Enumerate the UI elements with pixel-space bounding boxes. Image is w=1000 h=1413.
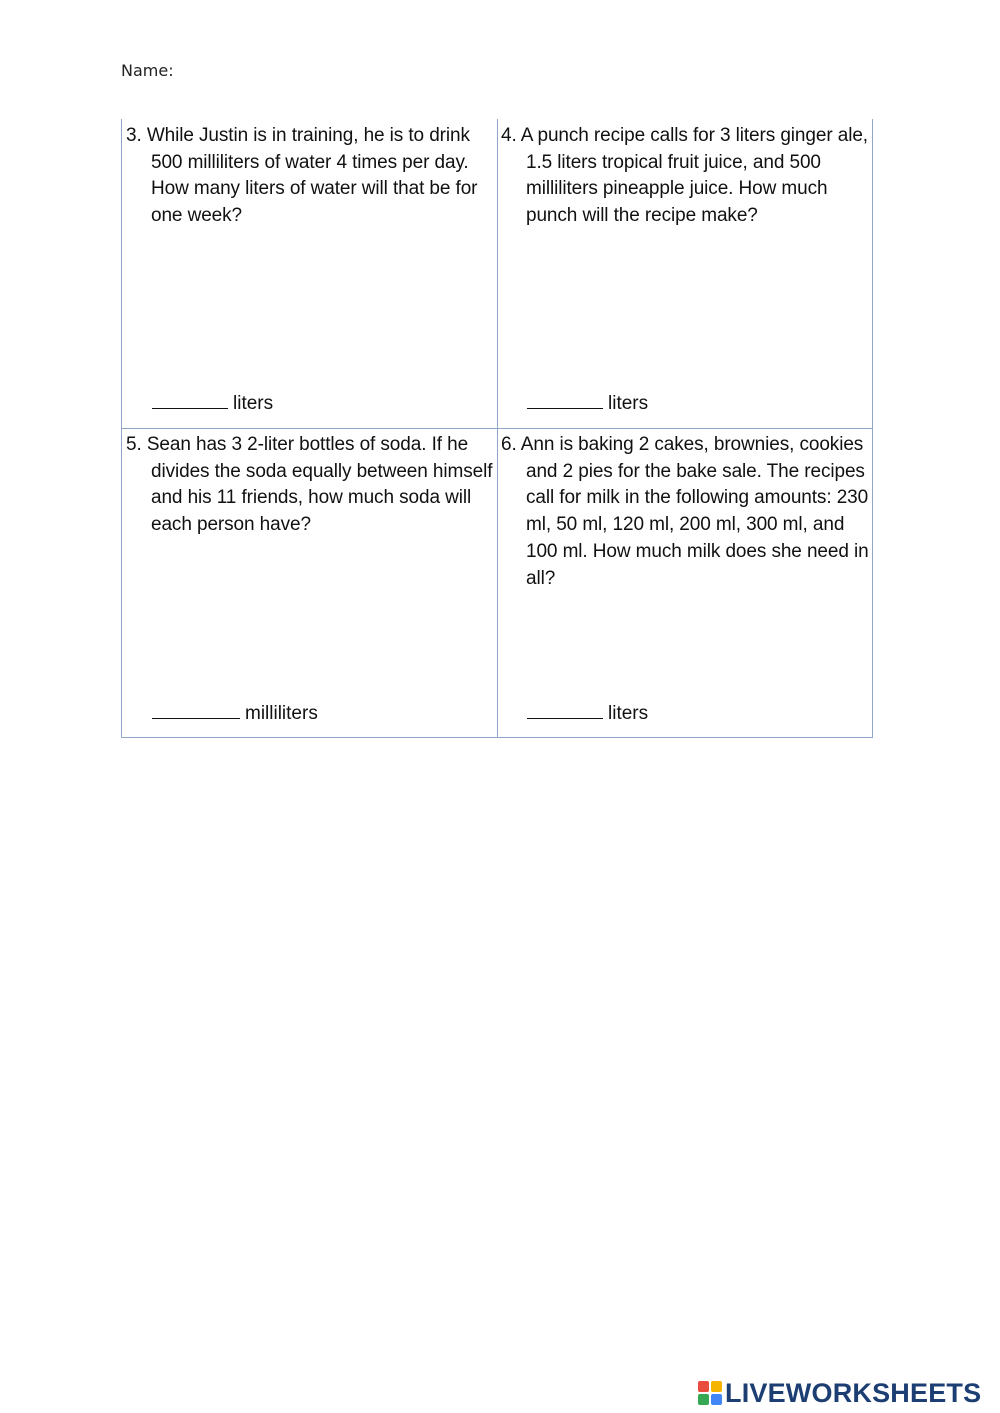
problem-5-answer: [152, 701, 318, 725]
problem-6-answer: [527, 701, 648, 725]
problem-6-unit: liters: [608, 703, 649, 724]
problem-3-answer: [152, 391, 273, 415]
problem-3-text: 3. While Justin is in training, he is to drink 500 milliliters of water 4 times per day. How many liters of water will that be for one week?: [126, 125, 478, 227]
problem-5-text: 5. Sean has 3 2-liter bottles of soda. If he divides the soda equally between himself and his 11 friends, how much soda will each person have?: [126, 434, 493, 536]
logo-square: [698, 1381, 709, 1392]
problem-3-answer-blank[interactable]: [152, 391, 228, 409]
liveworksheets-logo: [698, 1377, 982, 1408]
problem-4-text: 4. A punch recipe calls for 3 liters ginger ale, 1.5 liters tropical fruit juice, and 500 milliliters pineapple juice. How much punch will the recipe make?: [501, 125, 868, 227]
problem-6: [501, 432, 873, 592]
problem-grid: [121, 119, 873, 738]
logo-squares-icon: [698, 1381, 722, 1405]
problem-6-answer-blank[interactable]: [527, 701, 603, 719]
problem-5-unit: milliliters: [245, 703, 318, 724]
problem-3: [126, 123, 498, 230]
name-label: Name:: [121, 61, 174, 80]
logo-square: [698, 1394, 709, 1405]
logo-square: [711, 1394, 722, 1405]
problem-5-answer-blank[interactable]: [152, 701, 240, 719]
problem-6-text: 6. Ann is baking 2 cakes, brownies, cookies and 2 pies for the bake sale. The recipes call for milk in the following amounts: 230 ml, 50 ml, 120 ml, 200 ml, 300 ml, and 100 ml. How much milk does she need in all?: [501, 434, 869, 589]
logo-square: [711, 1381, 722, 1392]
problem-4: [501, 123, 873, 230]
problem-4-answer: [527, 391, 648, 415]
grid-divider-horizontal: [122, 428, 872, 429]
logo-text: LIVEWORKSHEETS: [725, 1377, 982, 1408]
problem-5: [126, 432, 498, 539]
problem-4-answer-blank[interactable]: [527, 391, 603, 409]
problem-4-unit: liters: [608, 393, 649, 414]
problem-3-unit: liters: [233, 393, 274, 414]
